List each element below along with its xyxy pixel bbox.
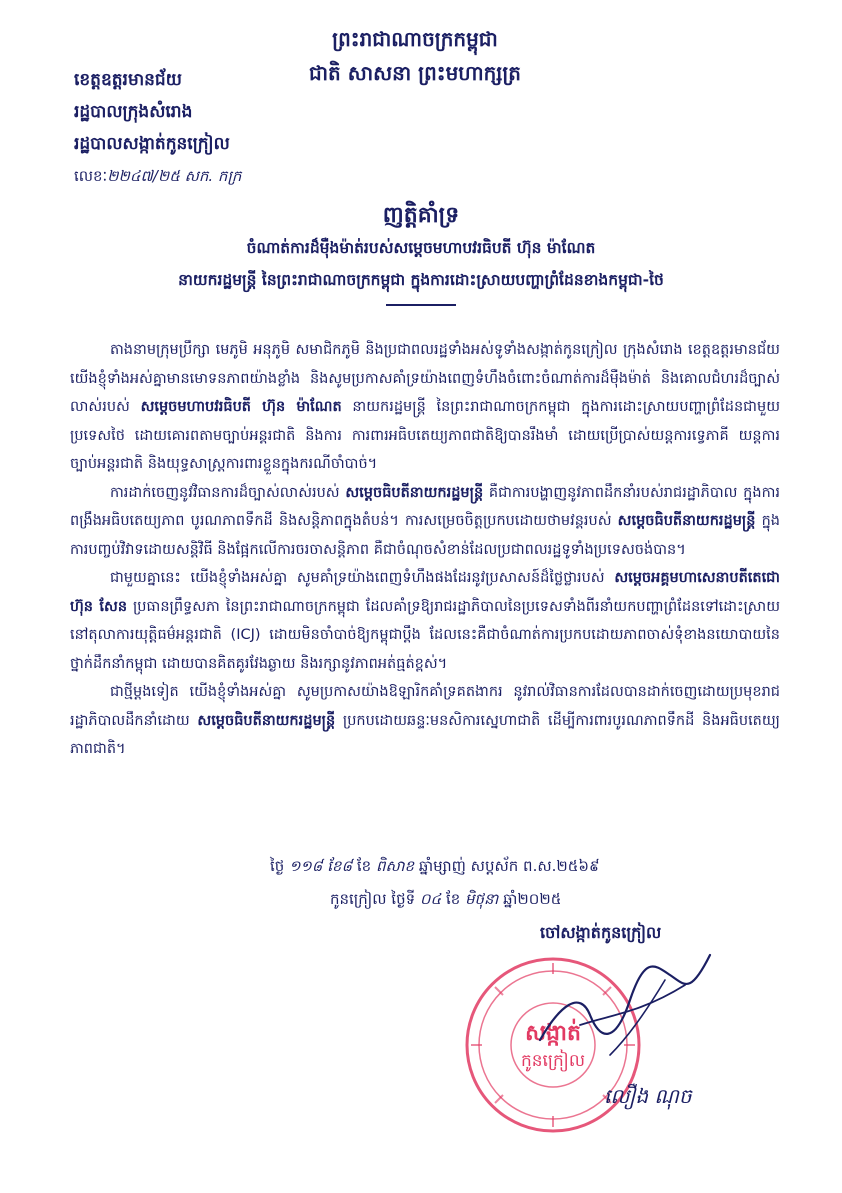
lunar-date-prefix: ថ្ងៃ [270, 857, 285, 875]
paragraph-2-highlight-b: សម្តេចធិបតីនាយករដ្ឋមន្ត្រី [617, 513, 756, 529]
lunar-month-label: ខែ [356, 857, 372, 875]
sender-city-admin: រដ្ឋបាលក្រុងសំរោង [74, 102, 193, 122]
paragraph-1-text-a: តាងនាមក្រុមប្រឹក្សា មេភូមិ អនុភូមិ សមាជិកភូមិ និងប្រជាពលរដ្ឋទាំងអស់ទូទាំងសង្កាត់កូនក្រៀល ក្រុងសំរោង ខេត្តឧត្តរមានជ័យ យើងខ្ញុំទាំងអស់គ្នាមានមោទនភាពយ៉ាងខ្លាំង និងសូមប្រកាសគាំទ្រយ៉ាងពេញទំហឹងចំពោះចំណាត់ការដ៏មុឺងម៉ាត់ និងគោលជំហរដ៏ច្បាស់លាស់របស់ [70, 342, 780, 415]
document-subtitle-line-2: នាយករដ្ឋមន្ត្រី នៃព្រះរាជាណាចក្រកម្ពុជា ក្នុងការដោះស្រាយបញ្ហាព្រំដែនខាងកម្ពុជា-ថៃ [178, 271, 664, 289]
seal-text-name: កូនក្រៀល [520, 1051, 586, 1071]
lunar-month: ពិសាខ [375, 857, 415, 875]
solar-month: មិថុនា [465, 890, 499, 908]
seal-text-commune: សង្កាត់ [525, 1021, 581, 1046]
kingdom-title: ព្រះរាជាណាចក្រកម្ពុជា [332, 27, 498, 51]
solar-month-label: ខែ [445, 890, 461, 908]
paragraph-4-text-a: ជាថ្មីម្តងទៀត យើងខ្ញុំទាំងអស់គ្នា សូមប្រកាសយ៉ាងឱឡារិកគាំទ្រគតងាករ នូវរាល់វិធានការដែលបានដាក់ចេញដោយប្រមុខរាជរដ្ឋាភិបាលដឹកនាំដោយ [70, 684, 780, 729]
paragraph-1-highlight: សម្តេចមហាបវរធិបតី ហ៊ុន ម៉ាណែត [140, 399, 342, 415]
paragraph-4 [70, 678, 780, 764]
title-divider [386, 304, 456, 306]
document-title: ញត្តិគាំទ្រ [382, 203, 460, 228]
paragraph-2 [70, 479, 780, 565]
paragraph-4-text-b: ប្រកបដោយឆន្ទៈមនសិការស្នេហាជាតិ ដើម្បីការពារបូរណភាពទឹកដី និងអធិបតេយ្យភាពជាតិ។ [70, 712, 781, 757]
solar-date [270, 883, 790, 916]
paragraph-2-highlight-a: សម្តេចធិបតីនាយករដ្ឋមន្ត្រី [345, 484, 484, 501]
reference-value: ២២៤៧/២៥ [107, 167, 180, 185]
paragraph-2-text-c: ក្នុងការបញ្ចប់វិវាទដោយសន្តិវិធី និងផ្អែកលើការចរចាសន្តិភាព គឺជាចំណុចសំខាន់ដែលប្រជាពលរដ្ឋទូទាំងប្រទេសចង់បាន។ [70, 513, 780, 558]
document-subtitle-line-1: ចំណាត់ការដ៏មុឺងម៉ាត់របស់សម្តេចមហាបវរធិបតី ហ៊ុន ម៉ាណែត [246, 239, 596, 257]
paragraph-3-text-a: ជាមួយគ្នានេះ យើងខ្ញុំទាំងអស់គ្នា សូមគាំទ្រយ៉ាងពេញទំហឹងផងដែរនូវប្រសាសន៍ដ៏ថ្លៃថ្លារបស់ [110, 570, 615, 586]
paragraph-1-text-b: នាយករដ្ឋមន្ត្រី នៃព្រះរាជាណាចក្រកម្ពុជា ក្នុងការដោះស្រាយបញ្ហាព្រំដែនជាមួយប្រទេសថៃ ដោយគោរពតាមច្បាប់អន្តរជាតិ និងការ ការពារអធិបតេយ្យភាពជាតិឱ្យបានរឹងមាំ ដោយប្រើប្រាស់យន្តការទ្វេភាគី យន្តការច្បាប់អន្តរជាតិ និងយុទ្ធសាស្ត្រការពារខ្លួនក្នុងករណីចាំបាច់។ [70, 399, 780, 472]
paragraph-2-text-a: ការដាក់ចេញនូវវិធានការដ៏ច្បាស់លាស់របស់ [110, 484, 346, 501]
sender-block [74, 64, 241, 192]
document-body [70, 336, 780, 764]
reference-number [74, 160, 241, 192]
reference-suffix: សក. កក្រ [184, 167, 242, 185]
paragraph-3-highlight: សម្តេចអគ្គមហាសេនាបតីតេជោ ហ៊ុន សែន [70, 570, 780, 615]
solar-date-place: កូនក្រៀល ថ្ងៃទី [330, 890, 416, 908]
sender-province: ខេត្តឧត្តរមានជ័យ [74, 70, 182, 90]
paragraph-3-text-b: ប្រធានព្រឹទ្ធសភា នៃព្រះរាជាណាចក្រកម្ពុជា ដែលគាំទ្រឱ្យរាជរដ្ឋាភិបាលនៃប្រទេសទាំងពីរនាំយកបញ្ហាព្រំដែនទៅដោះស្រាយនៅតុលាការយុត្តិធម៌អន្តរជាតិ (ICJ) ដោយមិនចាំបាច់ឱ្យកម្ពុជាប្តឹង ដែលនេះគឺជាចំណាត់ការប្រកបដោយភាពចាស់ទុំខាងនយោបាយនៃថ្នាក់ដឹកនាំកម្ពុជា ដោយបានគិតគូរវែងឆ្ងាយ និងរក្សានូវភាពអត់ធ្មត់ខ្ពស់។ [70, 598, 780, 672]
lunar-year: ឆ្នាំម្សាញ់ សប្តស័ក ព.ស.២៥៦៩ [418, 857, 600, 875]
paragraph-1 [70, 336, 780, 479]
solar-year: ឆ្នាំ២០២៥ [503, 890, 562, 908]
paragraph-3 [70, 564, 780, 678]
sender-commune-admin: រដ្ឋបាលសង្កាត់កូនក្រៀល [74, 134, 230, 154]
reference-label: លេខៈ [74, 167, 108, 185]
handwritten-signature [520, 945, 720, 1065]
lunar-date-day: ១១៨ ខែ៨ [289, 857, 353, 875]
title-block [40, 200, 802, 306]
paragraph-2-text-b: គឺជាការបង្ហាញនូវភាពដឹកនាំរបស់រាជរដ្ឋាភិបាល ក្នុងការពង្រឹងអធិបតេយ្យភាព បូរណភាពទឹកដី និងសន្តិភាពក្នុងតំបន់។ ការសម្រេចចិត្តប្រកបដោយថាមវន្តរបស់ [70, 484, 781, 529]
solar-date-day: ០៤ [419, 890, 442, 908]
paragraph-4-highlight: សម្តេចធិបតីនាយករដ្ឋមន្ត្រី [197, 712, 336, 729]
signer-name: លឿង ណុច [604, 1084, 692, 1108]
national-motto: ជាតិ សាសនា ព្រះមហាក្សត្រ [309, 61, 521, 85]
lunar-date [270, 850, 790, 883]
date-block [270, 850, 790, 916]
signatory-title: ចៅសង្កាត់កូនក្រៀល [540, 923, 662, 942]
royal-header [250, 22, 580, 90]
